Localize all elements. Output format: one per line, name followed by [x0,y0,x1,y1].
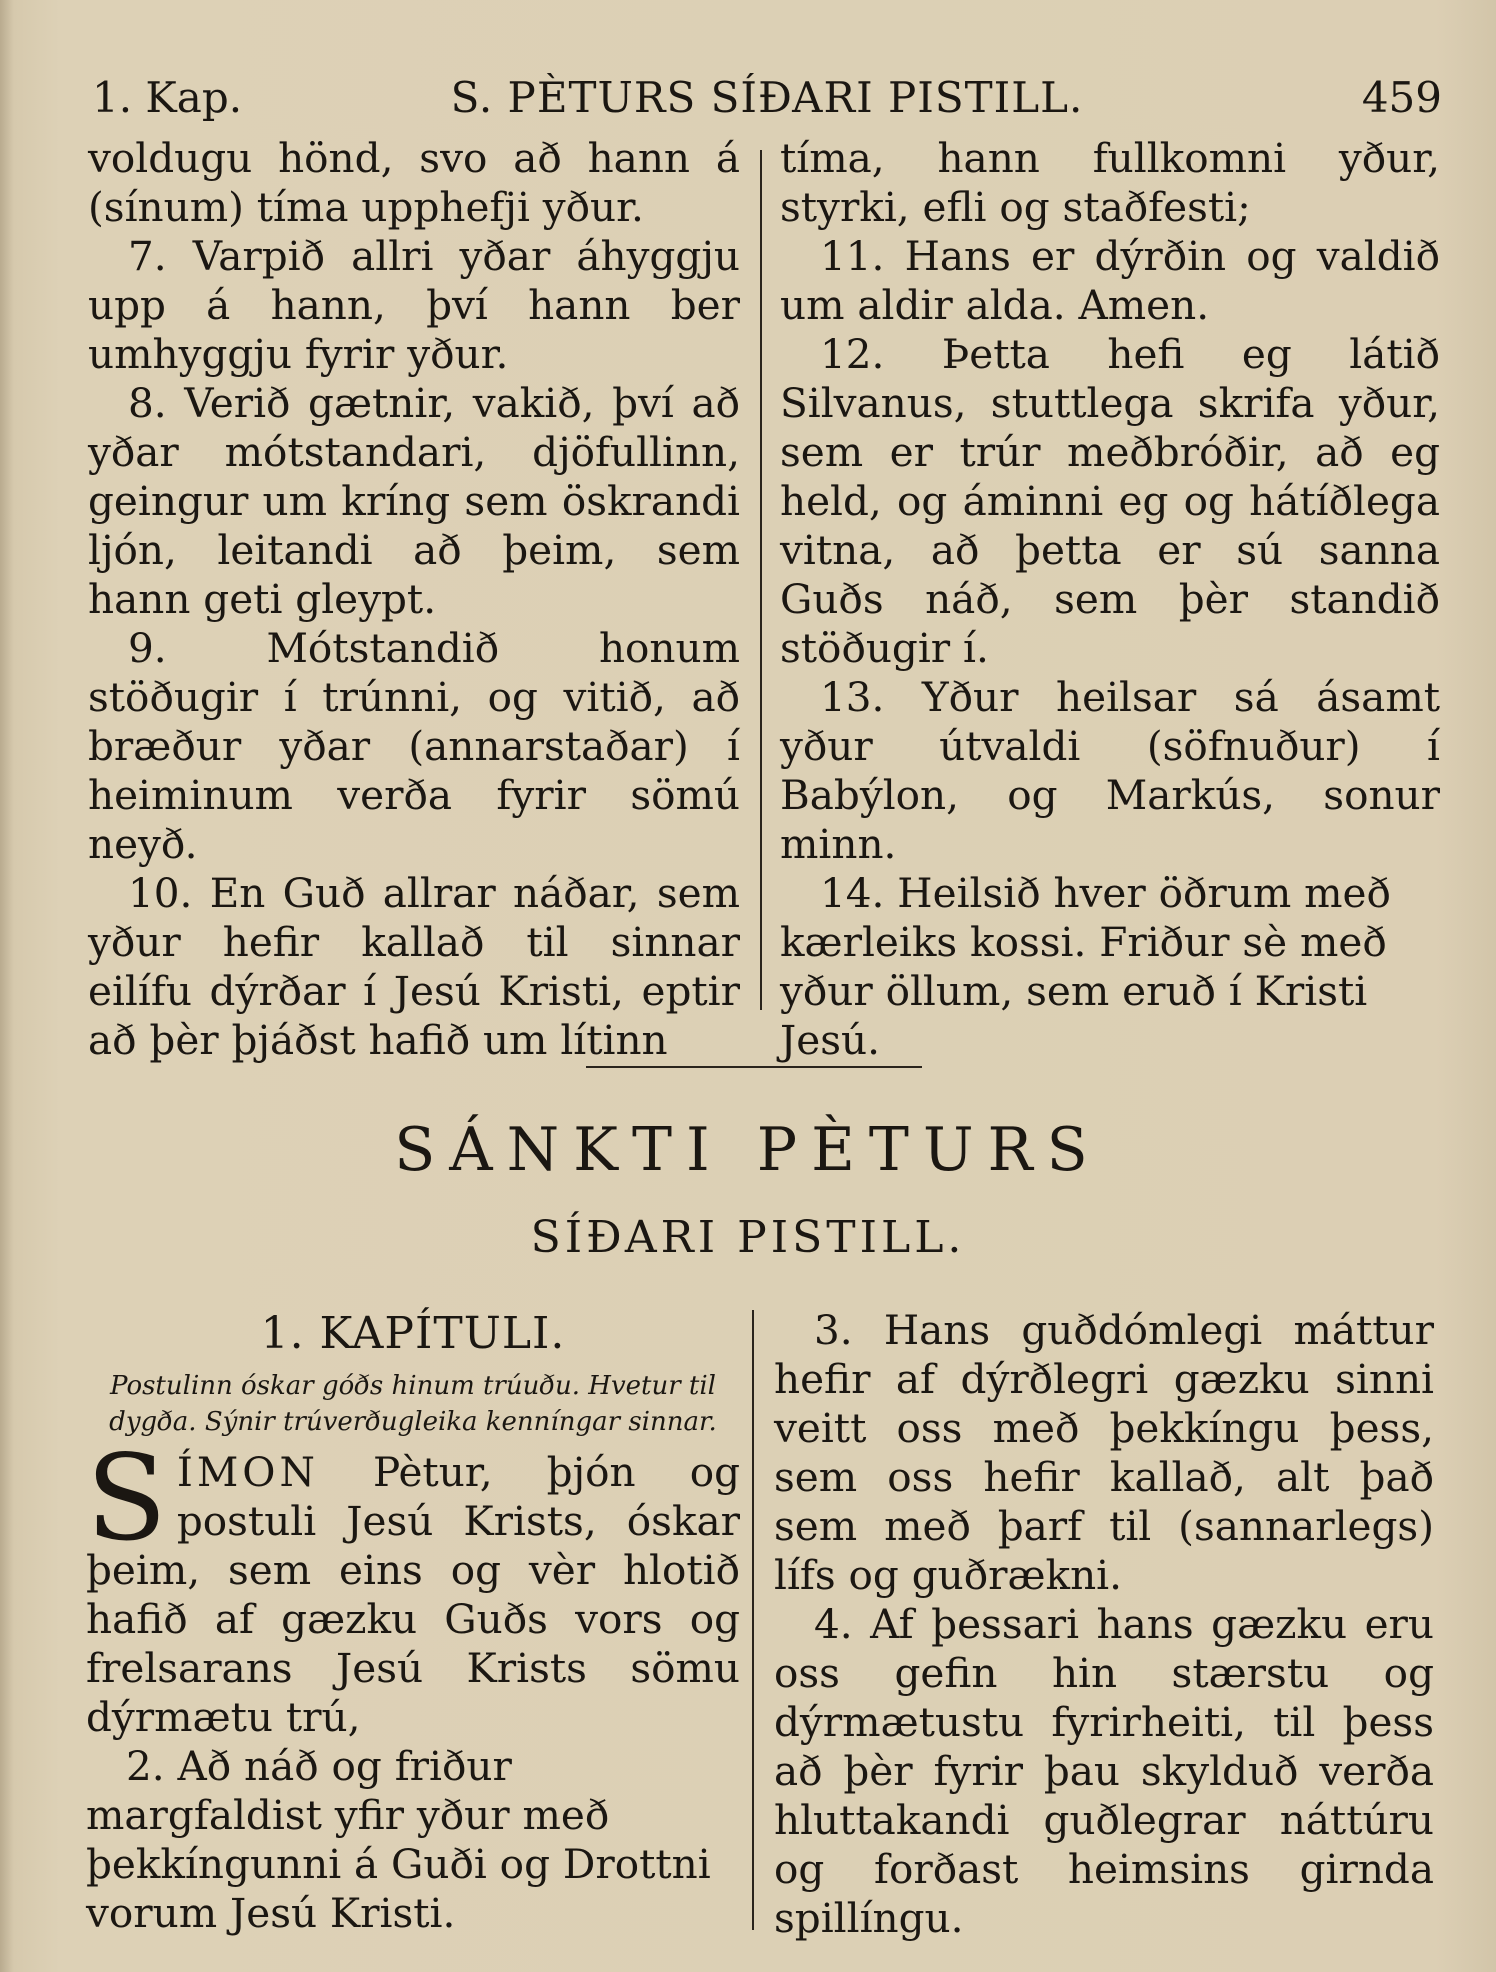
verse-11: 11. Hans er dýrðin og valdið um aldir alda. Amen. [780,232,1440,329]
verse-7: 7. Varpið allri yðar áhyggju upp á hann, því hann ber umhyggju fyrir yður. [88,232,740,378]
section-divider [586,1066,922,1068]
running-header [92,68,1442,128]
verse-4: 4. Af þessari hans gæzku eru oss gefin hin stærstu og dýrmætustu fyrirheiti, til þess að þèr fyrir þau skylduð verða hluttakandi guðlegrar náttúru og forðast heimsins girnda spillíngu. [774,1600,1434,1942]
chapter-reference: 1. Kap. [92,73,243,122]
verse-continuation: voldugu hönd, svo að hann á (sínum) tíma upphefji yður. [88,134,740,231]
chapter-summary: Postulinn óskar góðs hinum trúuðu. Hvetur til dygða. Sýnir trúverðugleika kenníngar sinnar. [109,1371,717,1437]
verse-9: 9. Mótstandið honum stöðugir í trúnni, og vitið, að bræður yðar (annarstaðar) í heiminum verða fyrir sömú neyð. [88,624,740,868]
verse-2: 2. Að náð og friður margfaldist yfir yður með þekkíngunni á Guði og Drottni vorum Jesú Kristi. [86,1742,711,1937]
verse-10-continuation: tíma, hann fullkomni yður, styrki, efli og staðfesti; [780,134,1440,231]
verse-1 [86,1429,740,1742]
page-number: 459 [1361,73,1442,122]
upper-column-divider [760,150,762,1010]
lower-left-column [86,1429,740,1938]
verse-8: 8. Verið gætnir, vakið, því að yðar mótstandari, djöfullinn, geingur um kríng sem öskrandi ljón, leitandi að þeim, sem hann geti gleypt. [88,379,740,623]
verse-12: 12. Þetta hefi eg látið Silvanus, stuttlega skrifa yður, sem er trúr meðbróðir, að eg held, og áminni eg og hátíðlega vitna, að þetta er sú sanna Guðs náð, sem þèr standið stöðugir í. [780,330,1440,672]
verse-13: 13. Yður heilsar sá ásamt yður útvaldi (söfnuður) í Babýlon, og Markús, sonur minn. [780,673,1440,868]
verse-3: 3. Hans guðdómlegi máttur hefir af dýrðlegri gæzku sinni veitt oss með þekkíngu þess, sem oss hefir kallað, alt það sem með þarf til (sannarlegs) lífs og guðrækni. [774,1306,1434,1599]
lower-column-divider [752,1310,754,1930]
upper-right-column [780,134,1440,1065]
book-subtitle: SÍÐARI PISTILL. [530,1212,966,1263]
upper-left-column [88,134,740,1065]
lower-right-column [774,1306,1434,1943]
verse-1-text: Pètur, þjón og postuli Jesú Krists, óskar þeim, sem eins og vèr hlotið hafið af gæzku Guðs vors og frelsarans Jesú Krists sömu dýrmætu trú, [86,1448,740,1741]
book-title: SÁNKTI PÈTURS [394,1115,1102,1185]
drop-cap: S [86,1429,167,1567]
verse-14: 14. Heilsið hver öðrum með kærleiks kossi. Friður sè með yður öllum, sem eruð í Kristi Jesú. [780,869,1391,1064]
running-title: S. PÈTURS SÍÐARI PISTILL. [450,73,1084,122]
verse-10: 10. En Guð allrar náðar, sem yður hefir kallað til sinnar eilífu dýrðar í Jesú Kristi, eptir að þèr þjáðst hafið um lítinn [88,869,740,1064]
chapter-heading: 1. KAPÍTULI. [260,1308,566,1359]
opening-word: ÍMON [176,1448,319,1496]
